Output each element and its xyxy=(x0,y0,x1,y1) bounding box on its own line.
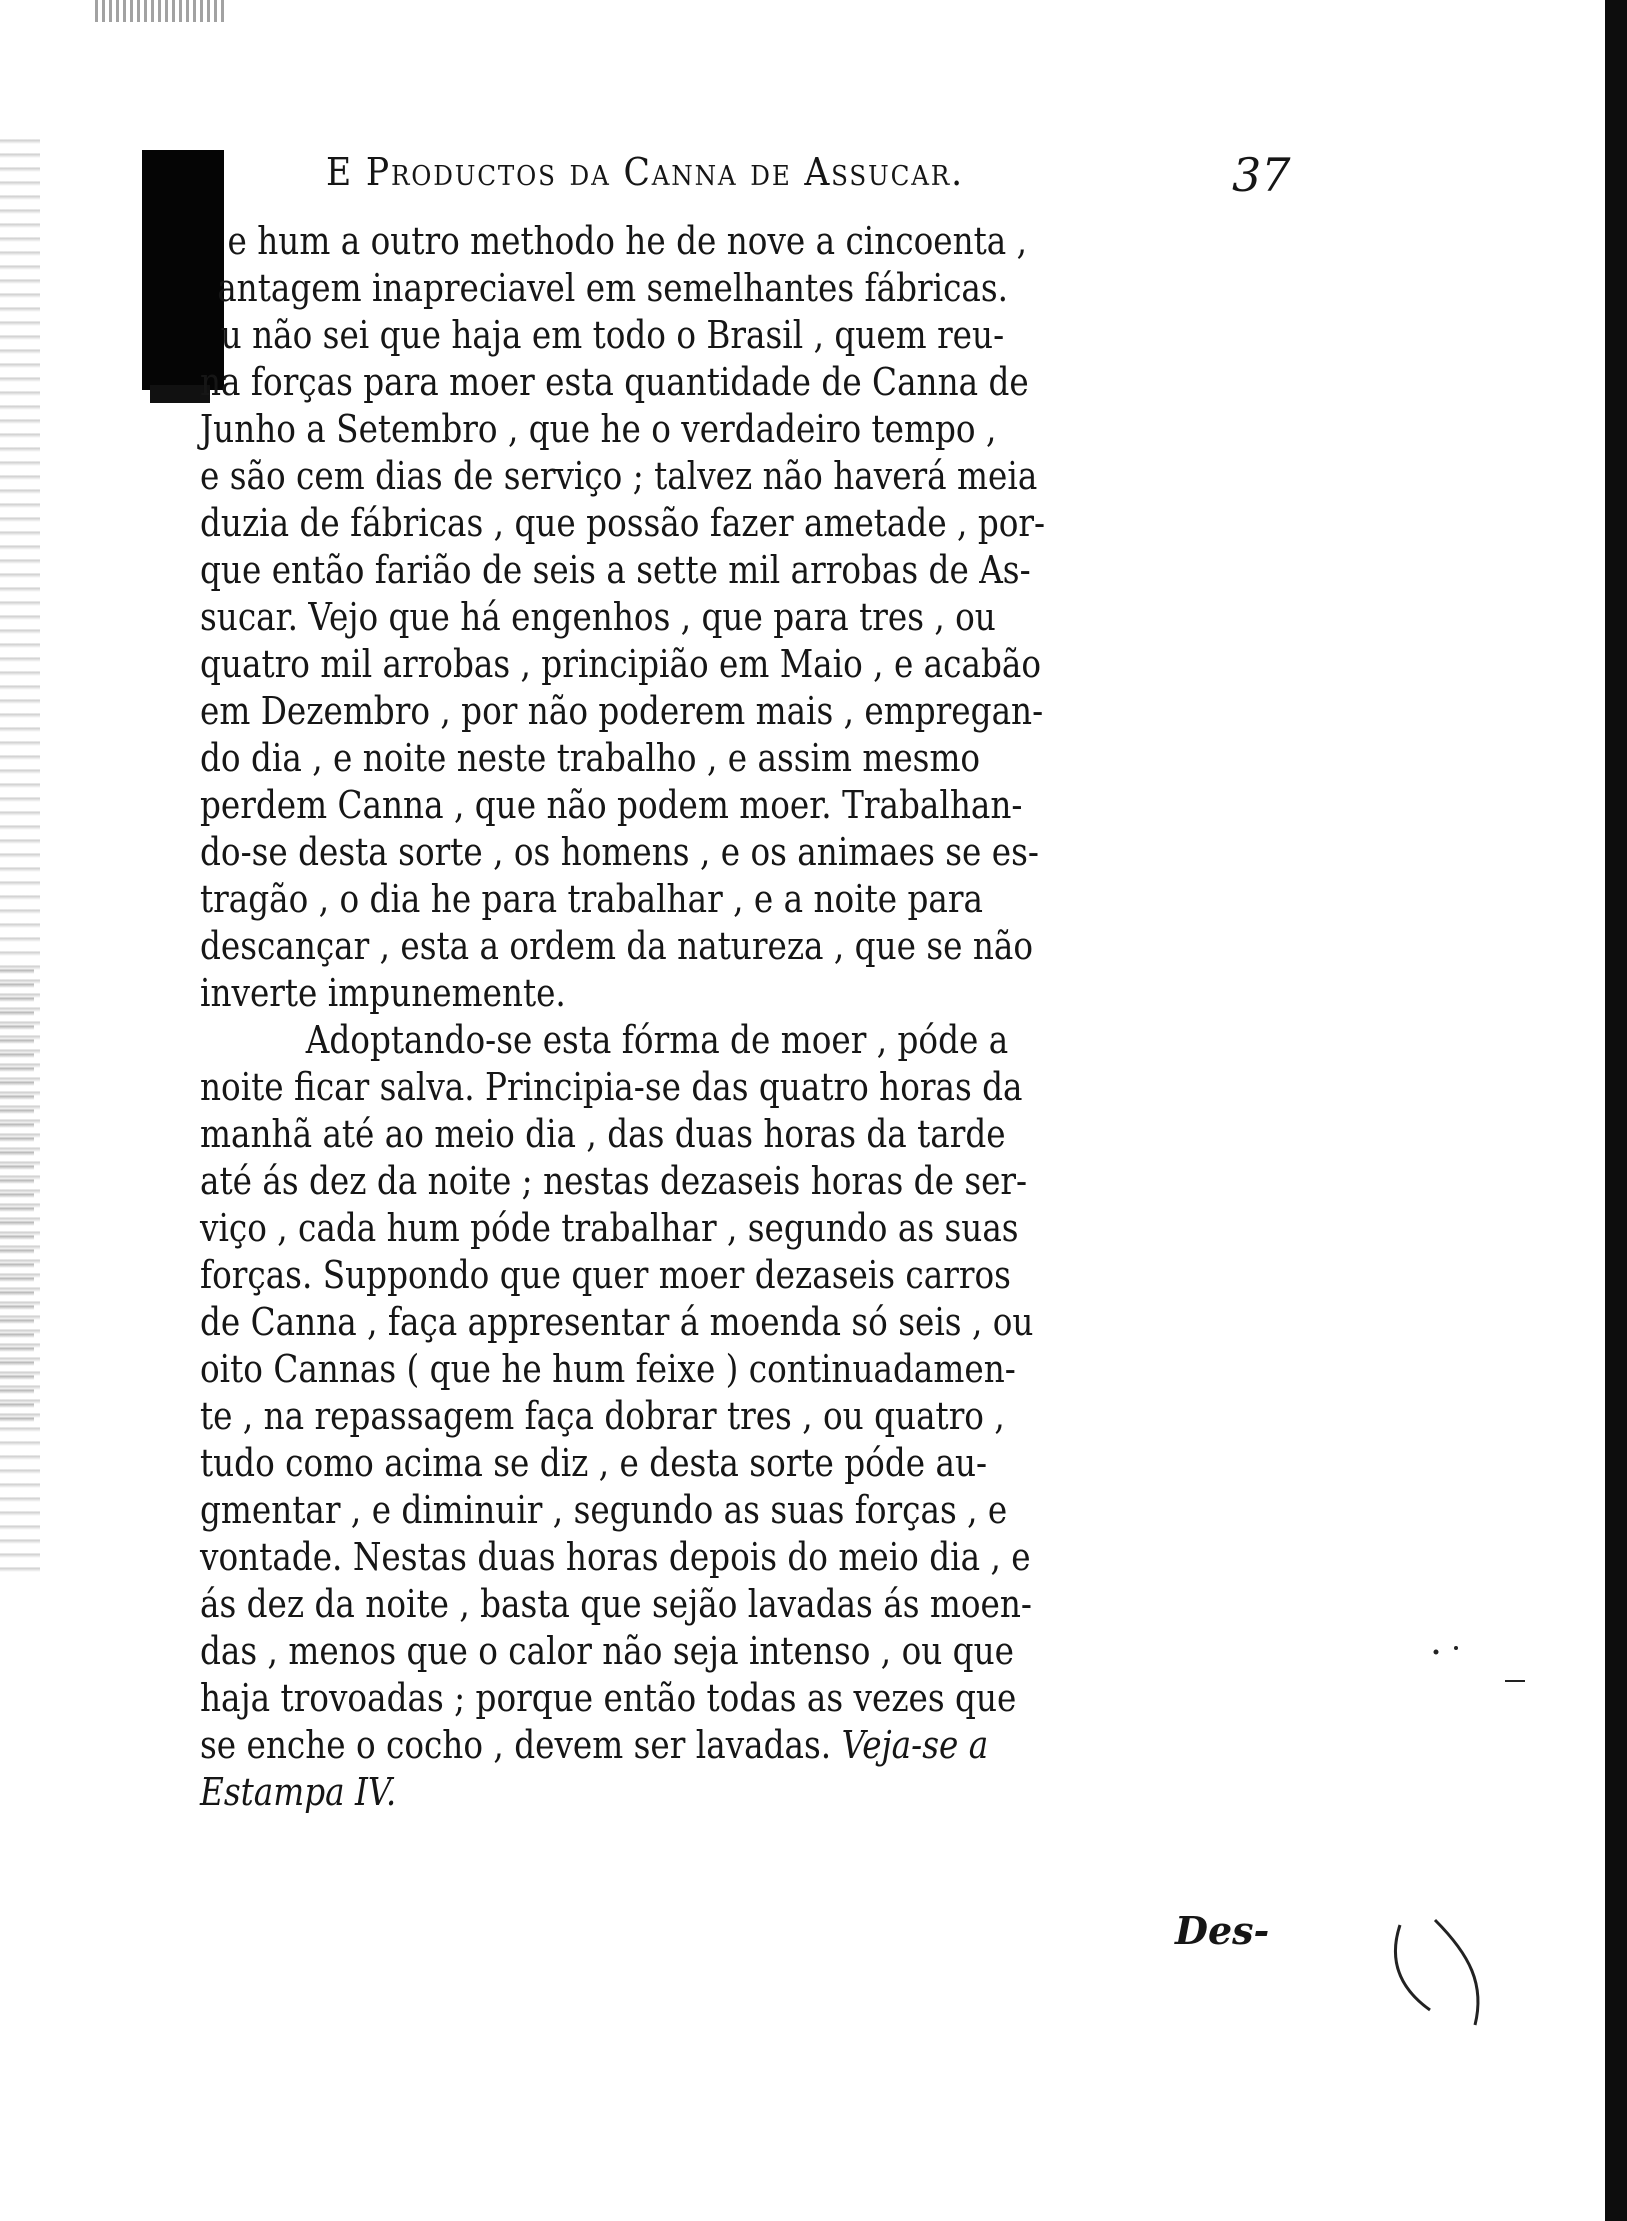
stray-dash xyxy=(1505,1680,1525,1682)
body-text xyxy=(200,218,1320,1816)
text-line: antagem inapreciavel em semelhantes fábricas. xyxy=(217,266,1009,310)
running-title: E Productos da Canna de Assucar. xyxy=(326,150,964,194)
text-line: gmentar , e diminuir , segundo as suas forças , e xyxy=(200,1488,1008,1532)
text-line: duzia de fábricas , que possão fazer ametade , por- xyxy=(200,501,1046,545)
text-line: do dia , e noite neste trabalho , e assim mesmo xyxy=(200,736,981,780)
catchword: Des- xyxy=(1175,1908,1270,1953)
text-line: descançar , esta a ordem da natureza , que se não xyxy=(200,924,1034,968)
text-line: ás dez da noite , basta que sejão lavadas ás moen- xyxy=(200,1582,1032,1626)
text-line: que então farião de seis a sette mil arrobas de As- xyxy=(200,548,1031,592)
text-line: sucar. Vejo que há engenhos , que para tres , ou xyxy=(200,595,996,639)
text-line: em Dezembro , por não poderem mais , empregan- xyxy=(200,689,1044,733)
text-line: manhã até ao meio dia , das duas horas da tarde xyxy=(200,1112,1006,1156)
text-line: vontade. Nestas duas horas depois do meio dia , e xyxy=(200,1535,1031,1579)
page-header xyxy=(0,150,1627,200)
text-line: Junho a Setembro , que he o verdadeiro tempo , xyxy=(200,407,997,451)
text-line: do-se desta sorte , os homens , e os animaes se es- xyxy=(200,830,1039,874)
text-line: oito Cannas ( que he hum feixe ) continuadamen- xyxy=(200,1347,1016,1391)
text-line: tudo como acima se diz , e desta sorte póde au- xyxy=(200,1441,988,1485)
text-line: tragão , o dia he para trabalhar , e a noite para xyxy=(200,877,984,921)
stray-marks xyxy=(1430,1640,1470,1660)
cross-reference-line: Estampa IV. xyxy=(200,1770,397,1814)
text-line: forças. Suppondo que quer moer dezaseis carros xyxy=(200,1253,1011,1297)
text-line: viço , cada hum póde trabalhar , segundo as suas xyxy=(200,1206,1019,1250)
text-line: quatro mil arrobas , principião em Maio , e acabão xyxy=(200,642,1042,686)
cross-reference: Veja-se a xyxy=(841,1723,989,1767)
text-line: e são cem dias de serviço ; talvez não haverá meia xyxy=(200,454,1038,498)
binding-shadow-lower xyxy=(0,960,34,1430)
text-line: até ás dez da noite ; nestas dezaseis horas de ser- xyxy=(200,1159,1028,1203)
scan-smudge xyxy=(95,0,225,22)
scan-edge xyxy=(1605,0,1627,2221)
text-line: inverte impunemente. xyxy=(200,971,566,1015)
text-line: e hum a outro methodo he de nove a cincoenta , xyxy=(227,219,1028,263)
text-line: de Canna , faça appresentar á moenda só seis , ou xyxy=(200,1300,1034,1344)
text-line: noite ficar salva. Principia-se das quatro horas da xyxy=(200,1065,1023,1109)
text-line: Adoptando-se esta fórma de moer , póde a xyxy=(305,1018,1009,1062)
page-number: 37 xyxy=(1232,148,1291,202)
text-line: haja trovoadas ; porque então todas as vezes que xyxy=(200,1676,1017,1720)
text-line: te , na repassagem faça dobrar tres , ou quatro , xyxy=(200,1394,1005,1438)
text-line: u não sei que haja em todo o Brasil , quem reu- xyxy=(220,313,1005,357)
text-line: na forças para moer esta quantidade de Canna de xyxy=(200,360,1029,404)
pencil-scribble xyxy=(1390,1915,1530,2035)
text-line xyxy=(200,1722,1163,1769)
text-segment: se enche o cocho , devem ser lavadas. xyxy=(200,1723,832,1767)
text-line: perdem Canna , que não podem moer. Trabalhan- xyxy=(200,783,1023,827)
text-line: das , menos que o calor não seja intenso , ou que xyxy=(200,1629,1014,1673)
